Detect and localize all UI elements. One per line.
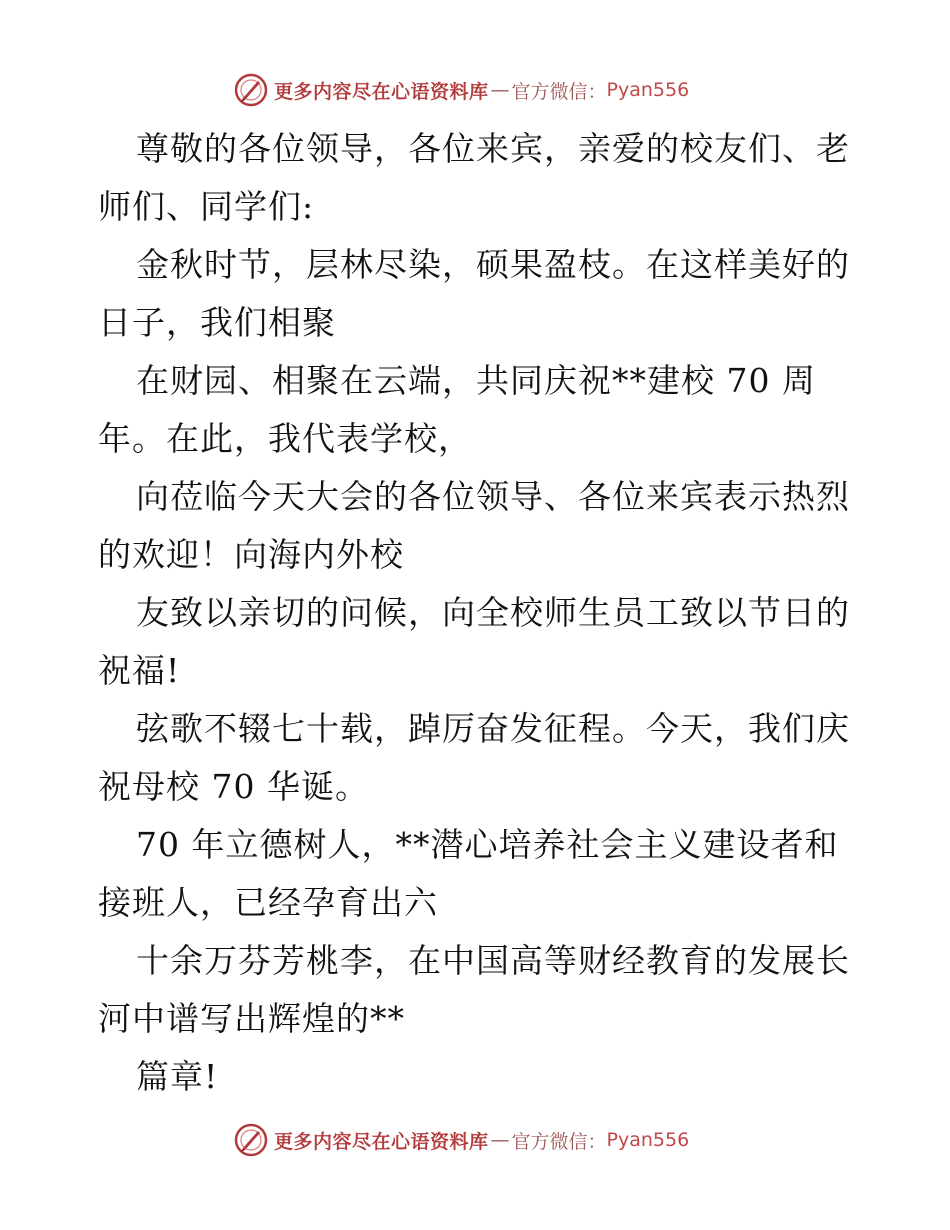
text-line: 弦歌不辍七十载，踔厉奋发征程。今天，我们庆 [136,709,850,748]
text-line: 尊敬的各位领导，各位来宾，亲爱的校友们、老 [136,129,850,168]
footer-banner [234,1120,689,1160]
banner-separator: — [490,1129,510,1151]
banner-main-text: 更多内容尽在心语资料库 [274,80,489,103]
text-line: 日子，我们相聚 [98,303,336,342]
banner-separator: — [490,79,510,101]
text-line: 河中谱写出辉煌的** [98,999,405,1038]
text-line: 篇章! [136,1057,219,1096]
text-line: 师们、同学们: [98,187,315,226]
text-line: 的欢迎！向海内外校 [98,535,404,574]
speech-body [98,120,858,1106]
quill-logo-icon [234,73,268,107]
text-line: 70 年立德树人，**潜心培养社会主义建设者和 [136,825,839,864]
banner-wechat-label: 官方微信： [511,80,607,103]
text-line: 金秋时节，层林尽染，硕果盈枝。在这样美好的 [136,245,850,284]
banner-wechat-label: 官方微信： [511,1130,607,1153]
banner-wechat-id: Pyan556 [606,1129,690,1151]
header-banner [234,70,689,110]
quill-logo-icon [234,1123,268,1157]
text-line: 十余万芬芳桃李，在中国高等财经教育的发展长 [136,941,850,980]
text-line: 祝母校 70 华诞。 [98,767,369,806]
text-line: 接班人，已经孕育出六 [98,883,438,922]
text-line: 向莅临今天大会的各位领导、各位来宾表示热烈 [136,477,850,516]
text-line: 祝福! [98,651,181,690]
banner-wechat-id: Pyan556 [606,79,690,101]
text-line: 年。在此，我代表学校， [98,419,472,458]
text-line: 友致以亲切的问候，向全校师生员工致以节日的 [136,593,850,632]
text-line: 在财园、相聚在云端，共同庆祝**建校 70 周 [136,361,816,400]
banner-main-text: 更多内容尽在心语资料库 [274,1130,489,1153]
